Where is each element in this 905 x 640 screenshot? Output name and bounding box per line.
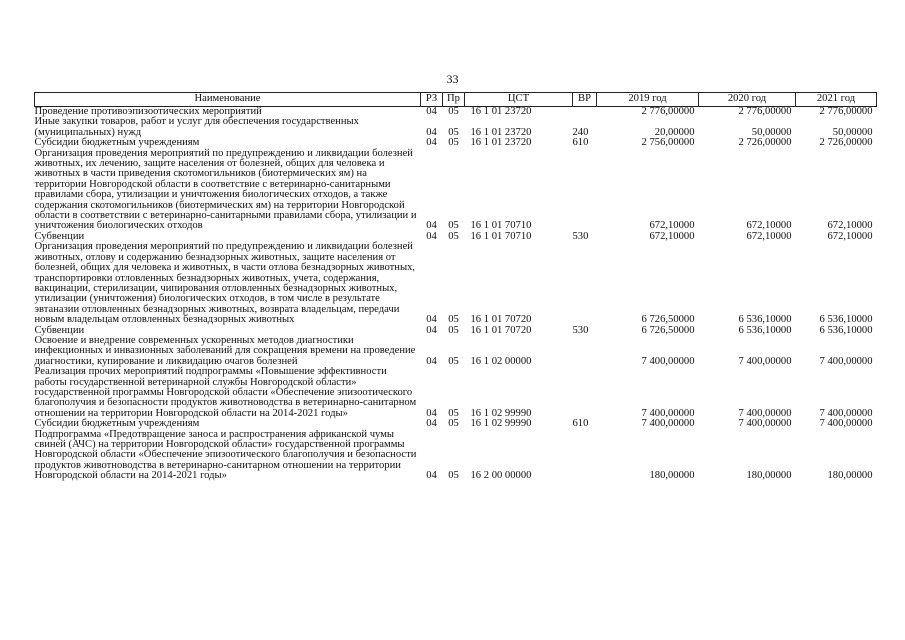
cell-pr: 05 <box>448 355 459 367</box>
cell-vr: 610 <box>572 418 589 430</box>
cell-y2020: 6 536,10000 <box>738 324 792 336</box>
cell-y2020: 7 400,00000 <box>738 407 792 419</box>
cell-y2019: 672,10000 <box>649 230 695 242</box>
cell-cst: 16 2 00 00000 <box>470 470 532 482</box>
cell-y2021: 7 400,00000 <box>819 407 873 419</box>
cell-pr: 05 <box>448 470 459 482</box>
cell-y2020: 2 726,00000 <box>738 137 792 149</box>
cell-rz: 04 <box>426 407 437 419</box>
cell-y2019: 7 400,00000 <box>641 407 695 419</box>
cell-y2020: 6 536,10000 <box>738 314 792 326</box>
cell-rz: 04 <box>426 324 437 336</box>
cell-rz: 04 <box>426 137 437 149</box>
col-header-pr: Пр <box>443 93 465 107</box>
page-number: 33 <box>446 72 459 86</box>
table-row <box>35 242 877 325</box>
col-header-name: Наименование <box>35 93 421 107</box>
cell-cst: 16 1 01 70720 <box>470 324 532 336</box>
table-row <box>35 430 877 482</box>
cell-y2021: 6 536,10000 <box>819 314 873 326</box>
cell-vr <box>573 242 597 325</box>
cell-y2021: 672,10000 <box>827 230 873 242</box>
cell-y2021: 7 400,00000 <box>819 418 873 430</box>
col-header-rz: РЗ <box>421 93 443 107</box>
cell-pr: 05 <box>448 220 459 232</box>
cell-name: Субвенции <box>34 324 85 336</box>
cell-name: Организация проведения мероприятий по предупреждению и ликвидации болезней животных, их лечению, защите населения от болезней, общих для человека и животных в части приведения скотомогильников (биотермических ям) на территории Новгородской области в соответствие с ветеринарно-санитарными правилами сбора, утилизации и уничтожения биологических отходов, а также содержания скотомогильников (биотермических ям) на территории Новгородской области в соответствии с ветеринарно-санитарными правилами сбора, утилизации и уничтожения биологических отходов <box>34 147 417 232</box>
cell-y2019: 20,00000 <box>654 126 695 138</box>
cell-rz: 04 <box>426 106 437 117</box>
cell-vr: 610 <box>572 137 589 149</box>
col-header-2021: 2021 год <box>796 93 877 107</box>
cell-y2020: 7 400,00000 <box>738 418 792 430</box>
cell-rz: 04 <box>426 314 437 326</box>
cell-vr <box>573 149 597 232</box>
cell-rz: 04 <box>426 418 437 430</box>
cell-pr: 05 <box>448 324 459 336</box>
cell-y2020: 2 776,00000 <box>738 106 792 117</box>
cell-rz: 04 <box>426 220 437 232</box>
cell-cst: 16 1 01 23720 <box>470 106 532 117</box>
cell-name: Субсидии бюджетным учреждениям <box>34 137 200 149</box>
cell-name: Субвенции <box>34 230 85 242</box>
cell-y2019: 6 726,50000 <box>641 324 695 336</box>
cell-vr: 240 <box>572 126 589 138</box>
cell-pr: 05 <box>448 106 459 117</box>
cell-rz: 04 <box>426 470 437 482</box>
cell-rz: 04 <box>426 230 437 242</box>
cell-pr: 05 <box>448 407 459 419</box>
cell-y2019: 7 400,00000 <box>641 355 695 367</box>
table-body <box>35 107 877 482</box>
cell-name: Проведение противоэпизоотических мероприятий <box>34 106 262 117</box>
table-header-row <box>35 93 877 107</box>
cell-rz: 04 <box>426 126 437 138</box>
cell-cst: 16 1 01 70710 <box>470 220 532 232</box>
table-row <box>35 367 877 419</box>
cell-y2019: 2 776,00000 <box>641 106 695 117</box>
cell-y2019: 180,00000 <box>649 470 695 482</box>
cell-cst: 16 1 02 99990 <box>470 418 532 430</box>
cell-vr <box>573 107 597 118</box>
cell-pr: 05 <box>448 418 459 430</box>
cell-y2019: 672,10000 <box>649 220 695 232</box>
cell-cst: 16 1 01 70720 <box>470 314 532 326</box>
budget-table <box>34 92 877 482</box>
cell-cst: 16 1 02 99990 <box>470 407 532 419</box>
cell-y2019: 6 726,50000 <box>641 314 695 326</box>
cell-y2020: 7 400,00000 <box>738 355 792 367</box>
cell-pr: 05 <box>448 126 459 138</box>
col-header-2020: 2020 год <box>699 93 796 107</box>
cell-vr <box>573 336 597 367</box>
cell-y2020: 672,10000 <box>746 230 792 242</box>
cell-y2019: 2 756,00000 <box>641 137 695 149</box>
table-row <box>35 336 877 367</box>
cell-name: Подпрограмма «Предотвращение заноса и распространения африканской чумы свиней (АЧС) на территории Новгородской области» государственной программы Новгородской области «Обеспечение эпизоотического благополучия и безопасности продуктов животноводства в ветеринарно-санитарном отношении на территории Новгородской области на 2014-2021 годы» <box>34 428 417 482</box>
cell-y2021: 2 776,00000 <box>819 106 873 117</box>
cell-rz: 04 <box>426 355 437 367</box>
col-header-vr: ВР <box>573 93 597 107</box>
table-row <box>35 149 877 232</box>
cell-y2021: 672,10000 <box>827 220 873 232</box>
cell-y2021: 6 536,10000 <box>819 324 873 336</box>
table-row <box>35 117 877 138</box>
cell-y2020: 180,00000 <box>746 470 792 482</box>
cell-pr: 05 <box>448 314 459 326</box>
cell-cst: 16 1 01 23720 <box>470 126 532 138</box>
cell-vr <box>573 430 597 482</box>
col-header-2019: 2019 год <box>597 93 699 107</box>
cell-vr: 530 <box>572 324 589 336</box>
cell-y2021: 7 400,00000 <box>819 355 873 367</box>
cell-y2021: 180,00000 <box>827 470 873 482</box>
cell-name: Иные закупки товаров, работ и услуг для обеспечения государственных (муниципальных) нужд <box>34 116 359 138</box>
cell-name: Освоение и внедрение современных ускоренных методов диагностики инфекционных и инвазионных заболеваний для сокращения времени на проведение диагностики, купирование и ликвидацию очагов болезней <box>34 334 416 367</box>
cell-y2020: 50,00000 <box>751 126 792 138</box>
col-header-cst: ЦСТ <box>465 93 573 107</box>
cell-vr <box>573 367 597 419</box>
cell-cst: 16 1 02 00000 <box>470 355 532 367</box>
cell-y2020: 672,10000 <box>746 220 792 232</box>
cell-y2019: 7 400,00000 <box>641 418 695 430</box>
cell-name: Субсидии бюджетным учреждениям <box>34 418 200 430</box>
cell-y2021: 2 726,00000 <box>819 137 873 149</box>
cell-name: Организация проведения мероприятий по предупреждению и ликвидации болезней животных, отлову и содержанию безнадзорных животных, защите населения от болезней, общих для человека и животных, в части отлова безнадзорных животных, транспортировки отловленных безнадзорных животных, учета, содержания, вакцинации, стерилизации, чипирования отловленных безнадзорных животных, утилизации (уничтожения) биологических отходов, в том числе в результате эвтаназии отловленных безнадзорных животных, возврата владельцам, передачи новым владельцам отловленных безнадзорных животных <box>34 241 416 326</box>
cell-pr: 05 <box>448 230 459 242</box>
cell-cst: 16 1 01 23720 <box>470 137 532 149</box>
cell-vr: 530 <box>572 230 589 242</box>
cell-y2021: 50,00000 <box>832 126 873 138</box>
cell-pr: 05 <box>448 137 459 149</box>
cell-name: Реализация прочих мероприятий подпрограммы «Повышение эффективности работы государственной ветеринарной службы Новгородской области» государственной программы Новгородской области «Обеспечение эпизоотического благополучия и безопасности продуктов животноводства в ветеринарно-санитарном отношении на территории Новгородской области на 2014-2021 годы» <box>34 366 417 419</box>
cell-cst: 16 1 01 70710 <box>470 230 532 242</box>
